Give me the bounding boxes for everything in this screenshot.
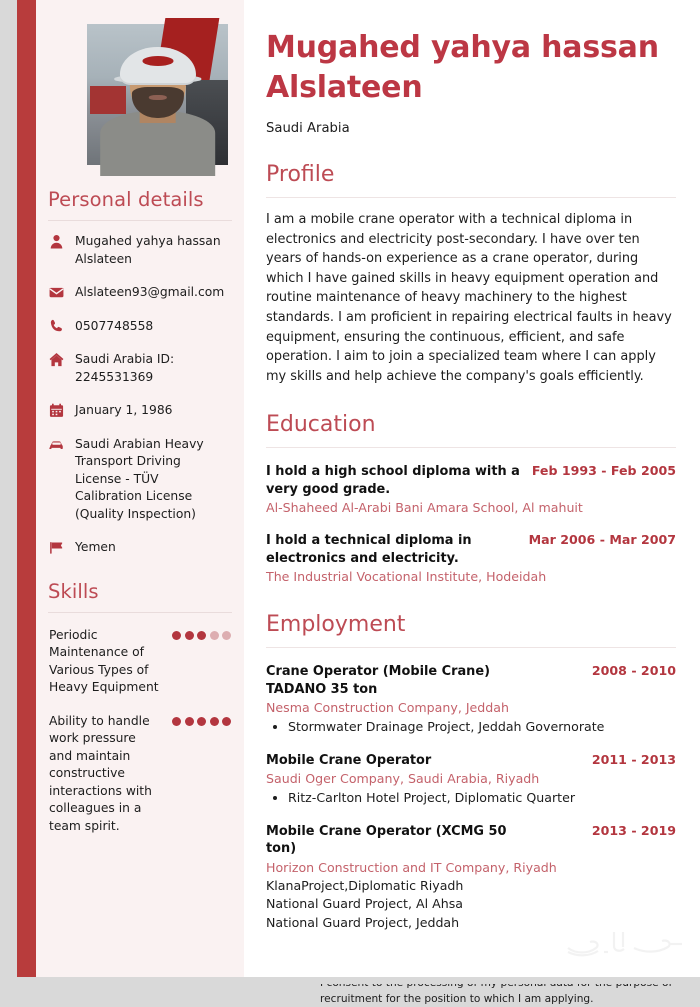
rating-dot xyxy=(222,717,231,726)
detail-value: Saudi Arabia ID: 2245531369 xyxy=(75,352,175,384)
skill-rating xyxy=(172,627,231,640)
entry-organization: Nesma Construction Company, Jeddah xyxy=(266,700,509,716)
entry-bullet-list xyxy=(266,789,676,808)
entry-project-line: KlanaProject,Diplomatic Riyadh xyxy=(266,877,464,893)
rating-dot xyxy=(197,631,206,640)
detail-row-license xyxy=(36,436,244,524)
entry-project-line: National Guard Project, Jeddah xyxy=(266,914,460,930)
entry-title: Mobile Crane Operator xyxy=(266,752,432,768)
entry-project-line: National Guard Project, Al Ahsa xyxy=(266,896,463,912)
main-content xyxy=(244,0,700,1005)
profile-photo-wrapper xyxy=(36,0,244,165)
entry-organization: Horizon Construction and IT Company, Riyadh xyxy=(266,859,557,875)
rating-dot xyxy=(210,717,219,726)
rating-dot xyxy=(185,631,194,640)
education-heading: Education xyxy=(266,412,376,438)
employment-entry xyxy=(266,823,676,933)
detail-row-nationality xyxy=(36,539,244,557)
rating-dot xyxy=(197,717,206,726)
entry-date: Mar 2006 - Mar 2007 xyxy=(528,532,676,548)
skills-list xyxy=(36,627,244,836)
page-bottom-margin xyxy=(0,977,700,984)
rating-dot xyxy=(172,631,181,640)
detail-row-email xyxy=(36,284,244,302)
profile-divider xyxy=(266,197,676,198)
detail-row-phone xyxy=(36,318,244,336)
detail-row-id xyxy=(36,351,244,386)
sidebar xyxy=(36,0,244,984)
entry-bullet: • Ritz-Carlton Hotel Project, Diplomatic Quarter xyxy=(288,789,676,808)
calendar-icon xyxy=(49,402,75,418)
envelope-icon xyxy=(49,284,75,300)
skill-label: Ability to handle work pressure and maintain constructive interactions with colleagues in a team spirit. xyxy=(49,713,152,833)
employment-entry xyxy=(266,752,676,808)
employment-divider xyxy=(266,647,676,648)
detail-value: Mugahed yahya hassan Alslateen xyxy=(75,234,221,266)
profile-text: I am a mobile crane operator with a technical diploma in electronics and electricity post-secondary. I have over ten years of hands-on experience as a crane operator, during which I have gained skills in heavy equipment operation and routine maintenance of heavy machinery to the highest standards. I am proficient in repairing electrical faults in heavy equipment, ensuring the continuous, efficient, and safe operation. I aim to join a specialized team where I can apply my skills and help achieve the company's goals efficiently. xyxy=(266,212,672,384)
entry-date: 2011 - 2013 xyxy=(591,751,676,767)
profile-heading: Profile xyxy=(266,162,335,187)
education-entry xyxy=(266,532,676,586)
detail-value: Saudi Arabian Heavy Transport Driving License - TÜV Calibration License (Quality Inspection) xyxy=(75,436,204,521)
car-icon xyxy=(49,436,75,452)
entry-header xyxy=(266,823,676,858)
page-title: Mugahed yahya hassan Alslateen xyxy=(266,30,659,105)
detail-row-name xyxy=(36,233,244,268)
flag-icon xyxy=(49,539,75,555)
detail-value: Alslateen93@gmail.com xyxy=(75,285,225,299)
entry-header xyxy=(266,663,676,698)
entry-organization: The Industrial Vocational Institute, Hodeidah xyxy=(266,569,547,585)
rating-dot xyxy=(210,631,219,640)
entry-title: I hold a high school diploma with a very good grade. xyxy=(266,464,520,497)
education-divider xyxy=(266,447,676,448)
entry-date: 2008 - 2010 xyxy=(591,663,676,679)
entry-organization: Al-Shaheed Al-Arabi Bani Amara School, Al mahuit xyxy=(266,500,583,516)
entry-title: Mobile Crane Operator (XCMG 50 ton) xyxy=(266,823,507,857)
entry-header xyxy=(266,463,676,498)
skill-rating xyxy=(172,713,231,726)
page-left-margin xyxy=(0,0,17,984)
avatar xyxy=(87,24,228,165)
detail-value: Yemen xyxy=(75,540,116,554)
rating-dot xyxy=(172,717,181,726)
detail-value: 0507748558 xyxy=(75,318,154,333)
employment-heading: Employment xyxy=(266,612,406,638)
entry-organization: Saudi Oger Company, Saudi Arabia, Riyadh xyxy=(266,771,540,787)
home-icon xyxy=(49,351,75,367)
entry-bullet-list xyxy=(266,718,676,737)
entry-title: I hold a technical diploma in electronics and electricity. xyxy=(266,533,472,566)
personal-details-list xyxy=(36,233,244,557)
entry-project-lines xyxy=(266,877,676,933)
personal-details-heading: Personal details xyxy=(48,188,204,211)
entry-date: 2013 - 2019 xyxy=(591,822,676,838)
entry-bullet: • Stormwater Drainage Project, Jeddah Governorate xyxy=(288,718,676,737)
rating-dot xyxy=(222,631,231,640)
entry-header xyxy=(266,752,676,770)
person-icon xyxy=(49,233,75,249)
employment-entry xyxy=(266,663,676,737)
skills-divider xyxy=(48,612,232,613)
detail-row-birthdate xyxy=(36,402,244,420)
skill-label: Periodic Maintenance of Various Types of Heavy Equipment xyxy=(49,627,159,694)
skills-heading: Skills xyxy=(48,579,99,603)
phone-icon xyxy=(49,318,75,334)
entry-date: Feb 1993 - Feb 2005 xyxy=(531,463,676,479)
skill-item xyxy=(36,627,244,697)
detail-value: January 1, 1986 xyxy=(75,403,173,417)
education-entry xyxy=(266,463,676,517)
entry-header xyxy=(266,532,676,567)
rating-dot xyxy=(185,717,194,726)
consent-text: • recruitment for the position to which I am applying. xyxy=(320,976,676,1007)
skill-item xyxy=(36,713,244,836)
accent-bar xyxy=(17,0,36,984)
entry-title: Crane Operator (Mobile Crane) TADANO 35 ton xyxy=(266,664,490,697)
personal-details-divider xyxy=(48,220,232,221)
location-text: Saudi Arabia xyxy=(266,121,350,136)
